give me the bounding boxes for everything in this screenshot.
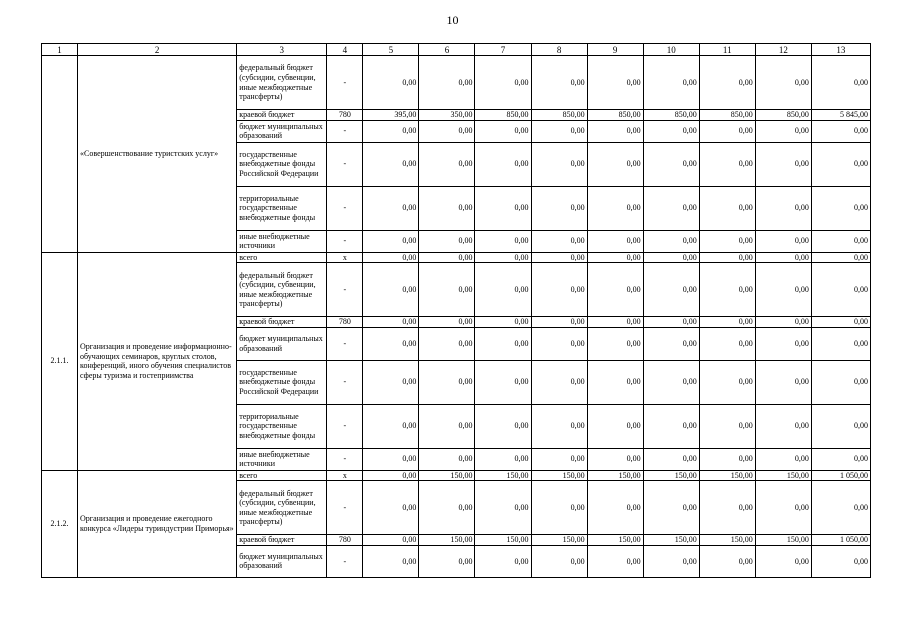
amount-cell: 0,00 [587,230,643,252]
funding-source-cell: бюджет муниципальных образований [237,120,327,142]
code-cell: - [327,481,363,535]
amount-cell: 0,00 [811,404,870,448]
amount-cell: 150,00 [755,535,811,546]
code-cell: - [327,327,363,360]
amount-cell: 0,00 [699,448,755,470]
amount-cell: 0,00 [475,327,531,360]
amount-cell: 0,00 [643,404,699,448]
amount-cell: 150,00 [699,470,755,481]
amount-cell: 0,00 [587,120,643,142]
amount-cell: 5 845,00 [811,110,870,121]
amount-cell: 0,00 [419,120,475,142]
code-cell: - [327,263,363,317]
amount-cell: 0,00 [587,448,643,470]
column-header: 2 [78,44,237,56]
amount-cell: 0,00 [531,56,587,110]
amount-cell: 0,00 [363,470,419,481]
funding-source-cell: краевой бюджет [237,317,327,328]
amount-cell: 150,00 [475,535,531,546]
amount-cell: 0,00 [699,481,755,535]
column-header: 8 [531,44,587,56]
amount-cell: 1 050,00 [811,470,870,481]
amount-cell: 0,00 [531,327,587,360]
amount-cell: 0,00 [363,535,419,546]
amount-cell: 0,00 [531,142,587,186]
amount-cell: 0,00 [811,252,870,263]
funding-source-cell: краевой бюджет [237,535,327,546]
amount-cell: 0,00 [363,448,419,470]
amount-cell: 0,00 [811,263,870,317]
amount-cell: 0,00 [699,360,755,404]
amount-cell: 0,00 [363,230,419,252]
amount-cell: 0,00 [755,252,811,263]
code-cell: - [327,545,363,577]
amount-cell: 150,00 [419,470,475,481]
amount-cell: 0,00 [811,360,870,404]
funding-source-cell: федеральный бюджет (субсидии, субвенции, иные межбюджетные трансферты) [237,481,327,535]
column-header: 7 [475,44,531,56]
amount-cell: 0,00 [363,142,419,186]
amount-cell: 0,00 [699,263,755,317]
code-cell: - [327,56,363,110]
column-header: 3 [237,44,327,56]
amount-cell: 150,00 [475,470,531,481]
column-header: 5 [363,44,419,56]
amount-cell: 350,00 [419,110,475,121]
amount-cell: 0,00 [475,252,531,263]
amount-cell: 0,00 [755,481,811,535]
amount-cell: 0,00 [755,230,811,252]
amount-cell: 0,00 [699,142,755,186]
amount-cell: 0,00 [755,56,811,110]
code-cell: - [327,230,363,252]
table-header-row [42,44,871,56]
amount-cell: 0,00 [755,263,811,317]
amount-cell: 0,00 [363,545,419,577]
amount-cell: 0,00 [419,252,475,263]
amount-cell: 0,00 [419,56,475,110]
column-header: 12 [755,44,811,56]
amount-cell: 0,00 [419,230,475,252]
amount-cell: 0,00 [587,56,643,110]
amount-cell: 0,00 [531,120,587,142]
amount-cell: 150,00 [531,470,587,481]
code-cell: 780 [327,535,363,546]
amount-cell: 150,00 [587,470,643,481]
amount-cell: 0,00 [419,263,475,317]
amount-cell: 0,00 [531,481,587,535]
amount-cell: 0,00 [699,404,755,448]
funding-source-cell: федеральный бюджет (субсидии, субвенции, иные межбюджетные трансферты) [237,56,327,110]
item-code-cell [42,56,78,253]
code-cell: - [327,360,363,404]
code-cell: 780 [327,317,363,328]
amount-cell: 0,00 [419,545,475,577]
column-header: 4 [327,44,363,56]
amount-cell: 0,00 [531,404,587,448]
funding-source-cell: бюджет муниципальных образований [237,545,327,577]
funding-source-cell: федеральный бюджет (субсидии, субвенции, иные межбюджетные трансферты) [237,263,327,317]
amount-cell: 850,00 [699,110,755,121]
amount-cell: 0,00 [643,448,699,470]
amount-cell: 0,00 [811,317,870,328]
amount-cell: 0,00 [699,252,755,263]
amount-cell: 0,00 [475,545,531,577]
amount-cell: 0,00 [643,230,699,252]
table-body [42,44,871,578]
amount-cell: 0,00 [699,186,755,230]
funding-source-cell: всего [237,252,327,263]
budget-table [41,43,871,578]
amount-cell: 0,00 [419,448,475,470]
item-code-cell: 2.1.2. [42,470,78,577]
amount-cell: 0,00 [363,327,419,360]
column-header: 11 [699,44,755,56]
amount-cell: 0,00 [699,545,755,577]
amount-cell: 0,00 [755,317,811,328]
amount-cell: 850,00 [531,110,587,121]
funding-source-cell: иные внебюджетные источники [237,230,327,252]
amount-cell: 0,00 [419,360,475,404]
table-row [42,56,871,110]
amount-cell: 150,00 [419,535,475,546]
amount-cell: 0,00 [587,545,643,577]
amount-cell: 0,00 [643,56,699,110]
funding-source-cell: территориальные государственные внебюджетные фонды [237,186,327,230]
funding-source-cell: государственные внебюджетные фонды Российской Федерации [237,360,327,404]
amount-cell: 0,00 [699,327,755,360]
funding-source-cell: всего [237,470,327,481]
amount-cell: 0,00 [363,56,419,110]
amount-cell: 0,00 [531,545,587,577]
amount-cell: 0,00 [643,252,699,263]
amount-cell: 0,00 [419,404,475,448]
amount-cell: 0,00 [419,142,475,186]
amount-cell: 0,00 [643,360,699,404]
amount-cell: 1 050,00 [811,535,870,546]
amount-cell: 0,00 [643,186,699,230]
amount-cell: 0,00 [419,481,475,535]
page-number: 10 [446,13,459,27]
amount-cell: 0,00 [755,120,811,142]
amount-cell: 0,00 [643,120,699,142]
amount-cell: 850,00 [587,110,643,121]
amount-cell: 0,00 [811,56,870,110]
amount-cell: 0,00 [755,360,811,404]
item-code-cell: 2.1.1. [42,252,78,470]
amount-cell: 0,00 [699,230,755,252]
amount-cell: 0,00 [811,545,870,577]
funding-source-cell: государственные внебюджетные фонды Российской Федерации [237,142,327,186]
item-name-cell: Организация и проведение ежегодного конкурса «Лидеры туриндустрии Приморья» [78,470,237,577]
amount-cell: 0,00 [811,142,870,186]
amount-cell: 0,00 [699,317,755,328]
funding-source-cell: бюджет муниципальных образований [237,327,327,360]
amount-cell: 0,00 [811,120,870,142]
amount-cell: 0,00 [475,317,531,328]
amount-cell: 0,00 [643,481,699,535]
code-cell: - [327,142,363,186]
funding-source-cell: иные внебюджетные источники [237,448,327,470]
code-cell: x [327,470,363,481]
amount-cell: 0,00 [699,120,755,142]
amount-cell: 0,00 [419,317,475,328]
amount-cell: 0,00 [475,142,531,186]
amount-cell: 0,00 [475,230,531,252]
amount-cell: 0,00 [531,360,587,404]
amount-cell: 150,00 [643,535,699,546]
amount-cell: 0,00 [587,252,643,263]
amount-cell: 0,00 [755,448,811,470]
amount-cell: 0,00 [475,56,531,110]
amount-cell: 0,00 [811,230,870,252]
code-cell: x [327,252,363,263]
table-row [42,470,871,481]
amount-cell: 0,00 [587,263,643,317]
amount-cell: 0,00 [811,186,870,230]
amount-cell: 0,00 [755,142,811,186]
amount-cell: 0,00 [643,317,699,328]
amount-cell: 0,00 [587,360,643,404]
item-name-cell: Организация и проведение информационно-обучающих семинаров, круглых столов, конференций, иного обучения специалистов сферы туризма и гостеприимства [78,252,237,470]
amount-cell: 0,00 [811,327,870,360]
amount-cell: 0,00 [643,545,699,577]
table-row [42,252,871,263]
funding-source-cell: территориальные государственные внебюджетные фонды [237,404,327,448]
column-header: 10 [643,44,699,56]
amount-cell: 0,00 [475,448,531,470]
amount-cell: 0,00 [755,545,811,577]
amount-cell: 0,00 [755,186,811,230]
item-name-cell: «Совершенствование туристских услуг» [78,56,237,253]
code-cell: - [327,186,363,230]
amount-cell: 0,00 [699,56,755,110]
amount-cell: 850,00 [755,110,811,121]
amount-cell: 0,00 [363,404,419,448]
amount-cell: 0,00 [419,327,475,360]
amount-cell: 395,00 [363,110,419,121]
amount-cell: 0,00 [587,404,643,448]
amount-cell: 0,00 [587,142,643,186]
amount-cell: 150,00 [531,535,587,546]
amount-cell: 0,00 [363,481,419,535]
amount-cell: 0,00 [531,230,587,252]
amount-cell: 0,00 [643,263,699,317]
amount-cell: 0,00 [587,186,643,230]
amount-cell: 0,00 [531,263,587,317]
amount-cell: 0,00 [475,186,531,230]
code-cell: - [327,120,363,142]
amount-cell: 0,00 [475,481,531,535]
amount-cell: 0,00 [475,263,531,317]
funding-source-cell: краевой бюджет [237,110,327,121]
amount-cell: 0,00 [755,404,811,448]
amount-cell: 0,00 [755,327,811,360]
column-header: 9 [587,44,643,56]
amount-cell: 150,00 [699,535,755,546]
amount-cell: 0,00 [531,448,587,470]
amount-cell: 150,00 [587,535,643,546]
amount-cell: 0,00 [531,317,587,328]
amount-cell: 150,00 [643,470,699,481]
amount-cell: 0,00 [363,360,419,404]
column-header: 1 [42,44,78,56]
amount-cell: 0,00 [587,327,643,360]
amount-cell: 0,00 [811,481,870,535]
code-cell: 780 [327,110,363,121]
code-cell: - [327,404,363,448]
code-cell: - [327,448,363,470]
amount-cell: 0,00 [363,317,419,328]
amount-cell: 0,00 [419,186,475,230]
amount-cell: 0,00 [643,327,699,360]
amount-cell: 0,00 [475,360,531,404]
amount-cell: 850,00 [475,110,531,121]
amount-cell: 0,00 [587,481,643,535]
amount-cell: 0,00 [363,186,419,230]
amount-cell: 0,00 [531,186,587,230]
column-header: 6 [419,44,475,56]
amount-cell: 850,00 [643,110,699,121]
column-header: 13 [811,44,870,56]
amount-cell: 0,00 [531,252,587,263]
amount-cell: 0,00 [475,404,531,448]
amount-cell: 0,00 [587,317,643,328]
amount-cell: 0,00 [363,120,419,142]
amount-cell: 0,00 [475,120,531,142]
amount-cell: 150,00 [755,470,811,481]
amount-cell: 0,00 [643,142,699,186]
amount-cell: 0,00 [811,448,870,470]
amount-cell: 0,00 [363,263,419,317]
amount-cell: 0,00 [363,252,419,263]
